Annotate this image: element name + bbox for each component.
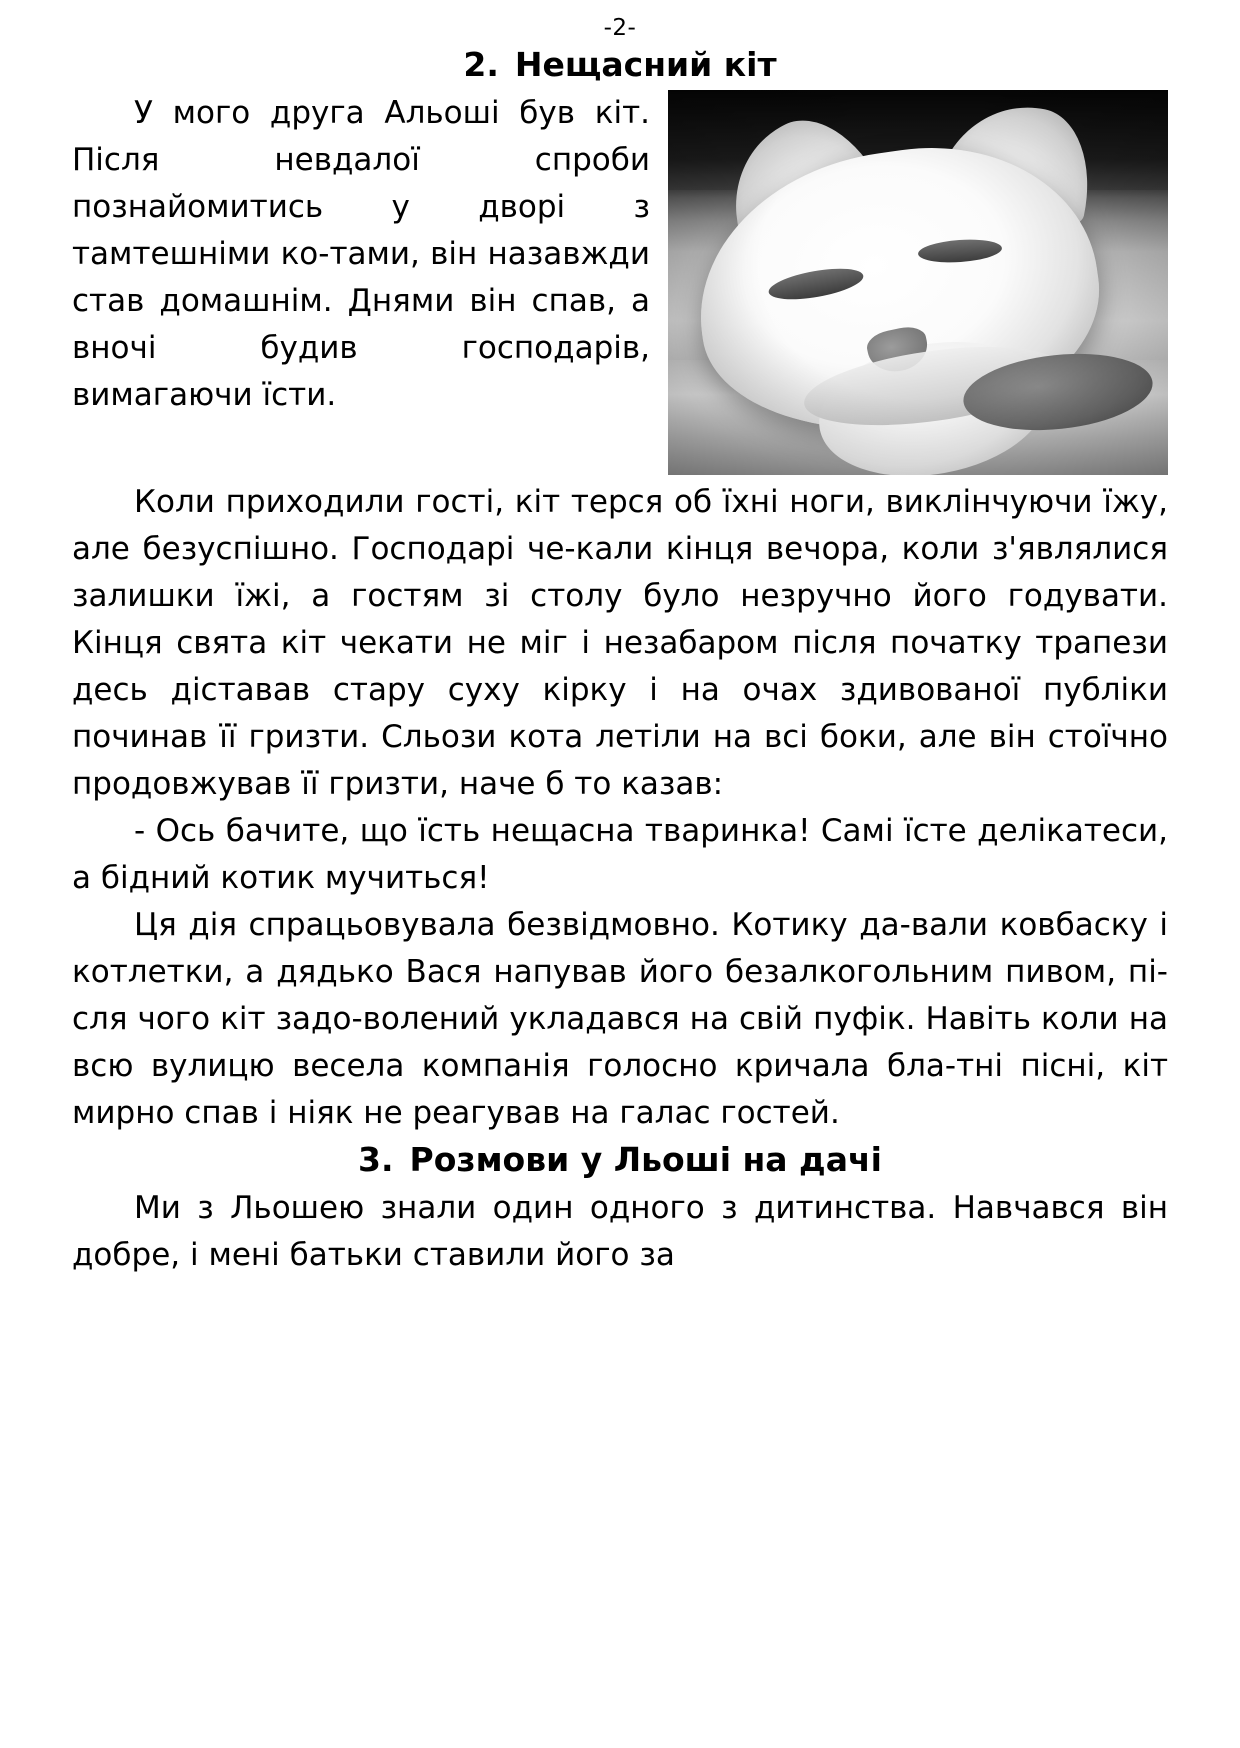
section-number-2: 3. [358,1140,394,1179]
photo-vignette [668,90,1168,475]
section-title-2: Розмови у Льоші на дачі [409,1140,882,1179]
section-heading-1 [72,44,1168,86]
section-1-body [72,90,1168,479]
paragraph: Ця дія спрацьовувала безвідмовно. Котику да-вали ковбаску і котлетки, а дядько Вася напував його безалкогольним пивом, пі-сля чого кіт задо-волений укладався на свій пуфік. Навіть коли на всю вулицю весела компанія голосно кричала бла-тні пісні, кіт мирно спав і ніяк не реагував на галас гостей. [72,907,1168,1131]
sleeping-cat-photo [668,90,1168,475]
paragraph: У мого друга Альоші був кіт. Після невдалої спроби познайомитись у дворі з тамтешніми ко-тами, він назавжди став домашнім. Днями він спав, а вночі будив господарів, вимагаючи їсти. [72,95,650,413]
paragraph: Коли приходили гості, кіт терся об їхні ноги, виклінчуючи їжу, але безуспішно. Господарі че-кали кінця вечора, коли з'являлися залишки їжі, а гостям зі столу було незручно його годувати. Кінця свята кіт чекати не міг і незабаром після початку трапези десь діставав стару суху кірку і на очах здивованої публіки починав її гризти. Сльози кота летіли на всі боки, але він стоїчно продовжував її гризти, наче б то казав: [72,484,1168,802]
section-title-1: Нещасний кіт [514,45,777,84]
paragraph: Ми з Льошею знали один одного з дитинства. Навчався він добре, і мені батьки ставили його за [72,1190,1168,1273]
section-number-1: 2. [463,45,499,84]
page-number: -2- [603,15,637,41]
paragraph: - Ось бачите, що їсть нещасна тваринка! Самі їсте делікатеси, а бідний котик мучиться! [72,813,1168,896]
section-heading-2 [72,1139,1168,1181]
